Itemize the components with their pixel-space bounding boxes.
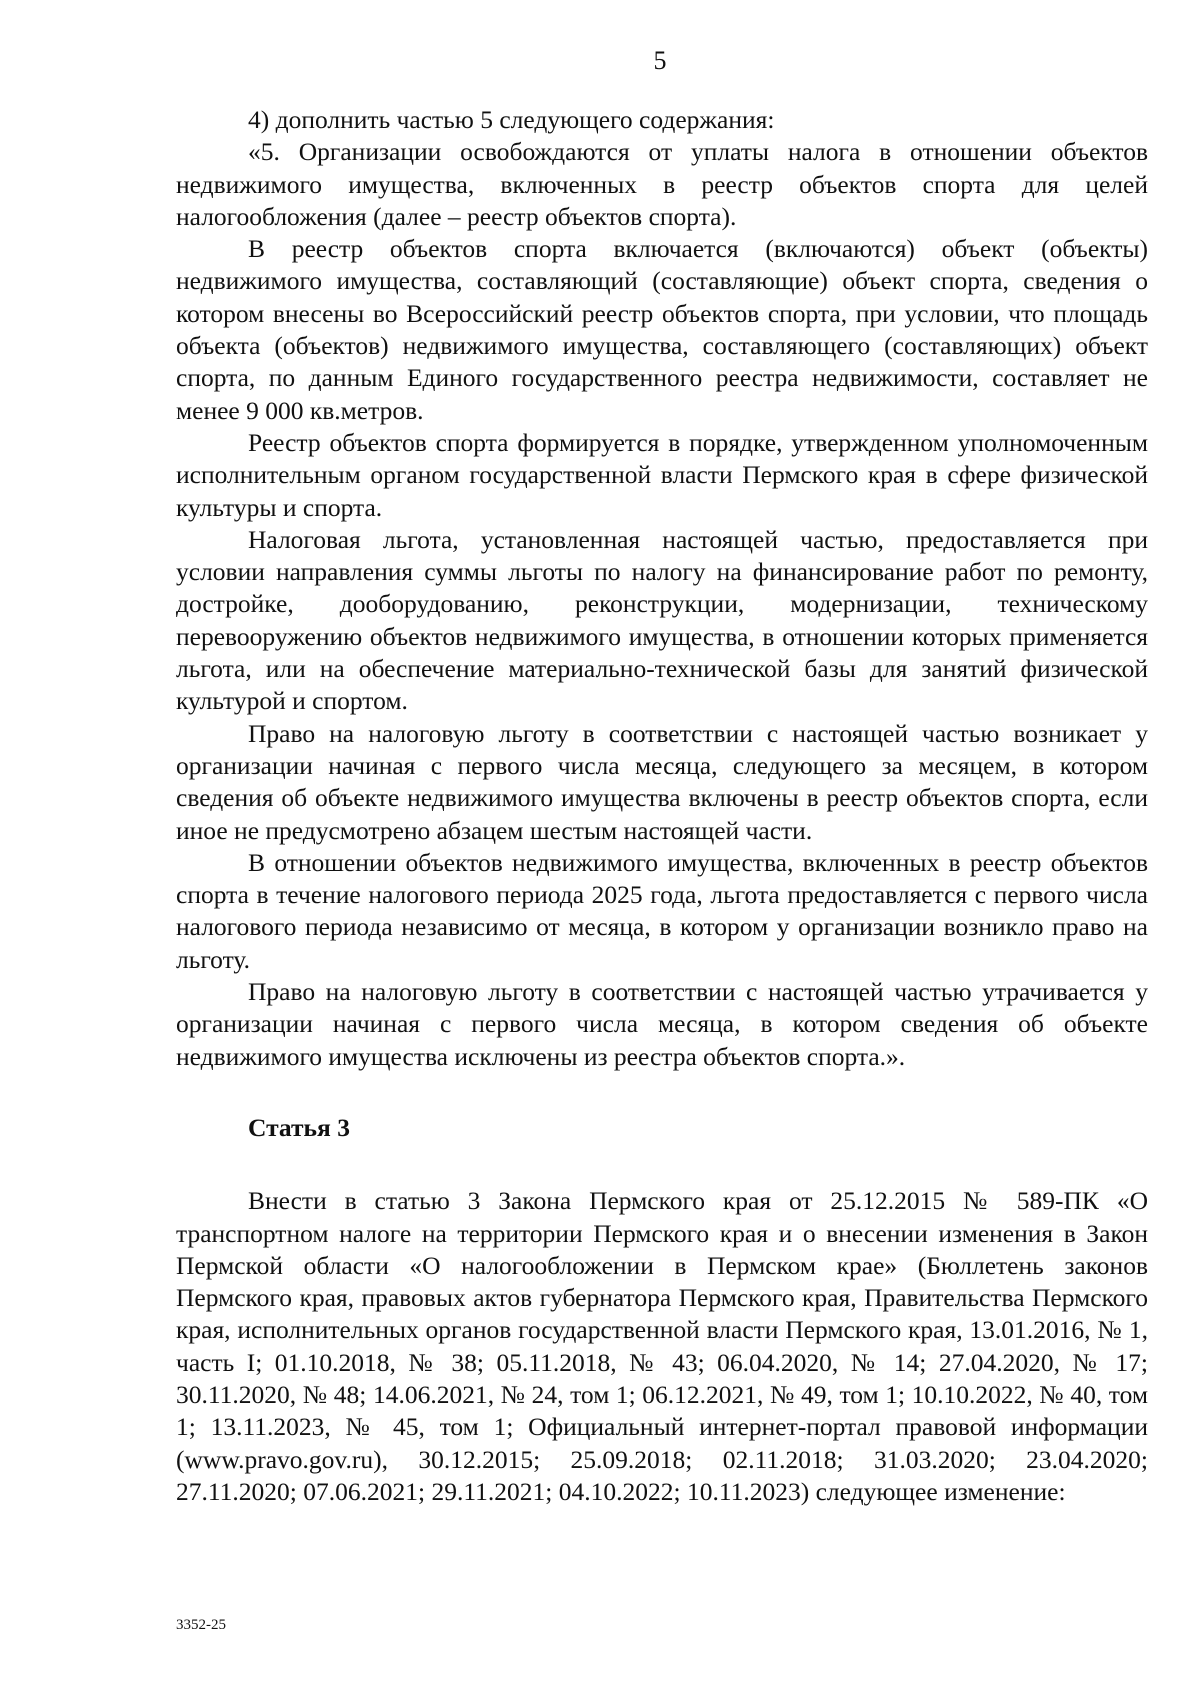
paragraph-benefit-2025: В отношении объектов недвижимого имущества, включенных в реестр объектов спорта в течение налогового периода 2025 года, льгота предоставляется с первого числа налогового периода независимо от месяца, в котором у организации возникло право на льготу. <box>176 847 1148 974</box>
paragraph-benefit-right-origin: Право на налоговую льготу в соответствии с настоящей частью возникает у организации начиная с первого числа месяца, следующего за месяцем, в котором сведения об объекте недвижимого имущества включены в реестр объектов спорта, если иное не предусмотрено абзацем шестым настоящей части. <box>176 718 1148 845</box>
paragraph-registry-formation: Реестр объектов спорта формируется в порядке, утвержденном уполномоченным исполнительным органом государственной власти Пермского края в сфере физической культуры и спорта. <box>176 427 1148 522</box>
page-number: 5 <box>653 46 667 75</box>
document-body <box>176 104 1148 1508</box>
article-3-paragraph: Внести в статью 3 Закона Пермского края от 25.12.2015 № 589-ПК «О транспортном налоге на территории Пермского края и о внесении изменения в Закон Пермской области «О налогообложении в Пермском крае» (Бюллетень законов Пермского края, правовых актов губернатора Пермского края, Правительства Пермского края, исполнительных органов государственной власти Пермского края, 13.01.2016, № 1, часть I; 01.10.2018, № 38; 05.11.2018, № 43; 06.04.2020, № 14; 27.04.2020, № 17; 30.11.2020, № 48; 14.06.2021, № 24, том 1; 06.12.2021, № 49, том 1; 10.10.2022, № 40, том 1; 13.11.2023, № 45, том 1; Официальный интернет-портал правовой информации (www.pravo.gov.ru), 30.12.2015; 25.09.2018; 02.11.2018; 31.03.2020; 23.04.2020; 27.11.2020; 07.06.2021; 29.11.2021; 04.10.2022; 10.11.2023) следующее изменение: <box>176 1186 1148 1506</box>
paragraph-part-5-intro: «5. Организации освобождаются от уплаты налога в отношении объектов недвижимого имущества, включенных в реестр объектов спорта для целей налогообложения (далее – реестр объектов спорта). <box>176 137 1148 231</box>
paragraph-amendment-item-4: 4) дополнить частью 5 следующего содержания: <box>248 105 775 134</box>
paragraph-tax-benefit-condition: Налоговая льгота, установленная настоящей частью, предоставляется при условии направления суммы льготы по налогу на финансирование работ по ремонту, достройке, дооборудованию, реконструкции, модернизации, техническому перевооружению объектов недвижимого имущества, в отношении которых применяется льгота, или на обеспечение материально-технической базы для занятий физической культурой и спортом. <box>176 524 1148 716</box>
document-code: 3352-25 <box>176 1617 226 1633</box>
paragraph-registry-inclusion: В реестр объектов спорта включается (включаются) объект (объекты) недвижимого имущества, составляющий (составляющие) объект спорта, сведения о котором внесены во Всероссийский реестр объектов спорта, при условии, что площадь объекта (объектов) недвижимого имущества, составляющего (составляющих) объект спорта, по данным Единого государственного реестра недвижимости, составляет не менее 9 000 кв.метров. <box>176 234 1148 425</box>
paragraph-benefit-right-loss: Право на налоговую льготу в соответствии с настоящей частью утрачивается у организации начиная с первого числа месяца, в котором сведения об объекте недвижимого имущества исключены из реестра объектов спорта.». <box>176 977 1148 1071</box>
article-heading: Статья 3 <box>248 1112 350 1142</box>
